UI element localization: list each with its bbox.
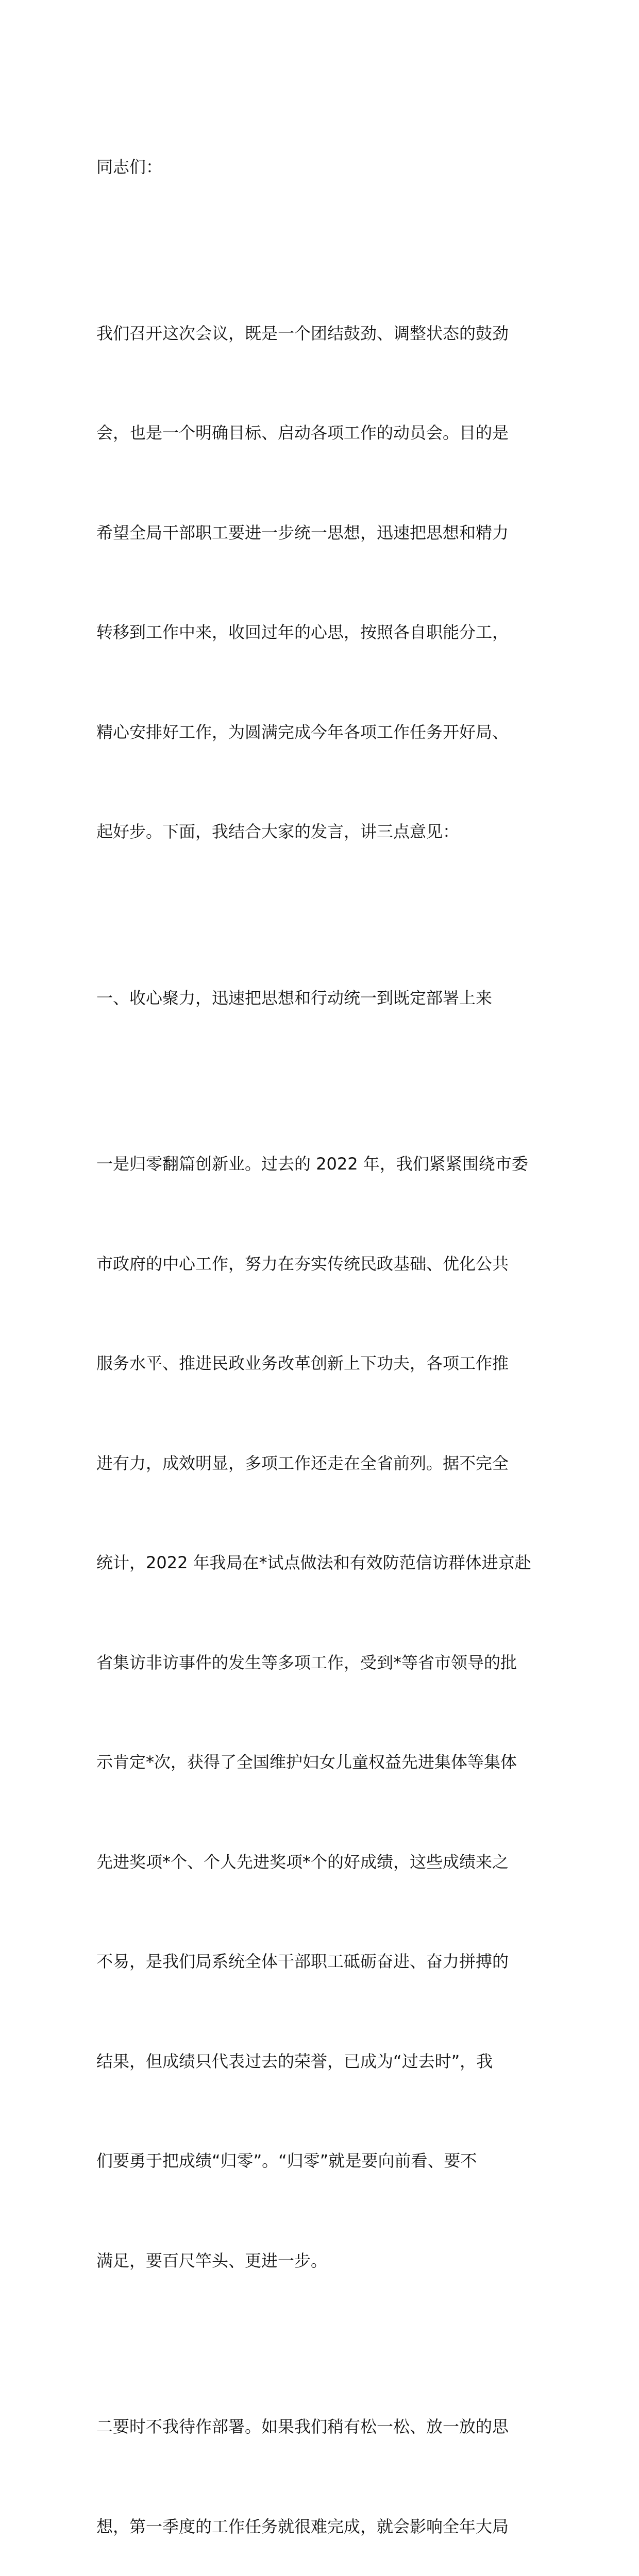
text-line: 满足，要百尺竿头、更进一步。 [96, 2250, 328, 2270]
section-heading [96, 915, 545, 1081]
text-line: 我们召开这次会议，既是一个团结鼓劲、调整状态的鼓劲 [96, 323, 509, 343]
text-line: 会，也是一个明确目标、启动各项工作的动员会。目的是 [96, 423, 509, 443]
text-line: 先进奖项*个、个人先进奖项*个的好成绩，这些成绩来之 [96, 1852, 509, 1872]
opening-paragraph [96, 250, 545, 915]
text-line: 希望全局干部职工要进一步统一思想，迅速把思想和精力 [96, 522, 509, 543]
text-line: 想，第一季度的工作任务就很难完成，就会影响全年大局 [96, 2516, 509, 2536]
point-two-paragraph [96, 2344, 545, 2576]
salutation [96, 84, 545, 250]
text-line: 一、收心聚力，迅速把思想和行动统一到既定部署上来 [96, 988, 493, 1008]
text-line: 转移到工作中来，收回过年的心思，按照各自职能分工， [96, 622, 509, 642]
text-line: 们要勇于把成绩“归零”。“归零”就是要向前看、要不 [96, 2151, 477, 2171]
text-line: 市政府的中心工作，努力在夯实传统民政基础、优化公共 [96, 1253, 509, 1274]
text-line: 精心安排好工作，为圆满完成今年各项工作任务开好局、 [96, 722, 509, 742]
text-line: 服务水平、推进民政业务改革创新上下功夫，各项工作推 [96, 1353, 509, 1373]
text-line: 起好步。下面，我结合大家的发言，讲三点意见： [96, 822, 460, 841]
text-line: 示肯定*次，获得了全国维护妇女儿童权益先进集体等集体 [96, 1752, 517, 1772]
text-line: 一是归零翻篇创新业。过去的 2022 年，我们紧紧围绕市委 [96, 1154, 528, 1174]
text-line: 省集访非访事件的发生等多项工作，受到*等省市领导的批 [96, 1652, 517, 1672]
text-line: 二要时不我待作部署。如果我们稍有松一松、放一放的思 [96, 2417, 509, 2436]
text-line: 不易，是我们局系统全体干部职工砥砺奋进、奋力拼搏的 [96, 1952, 509, 1971]
text-line: 统计，2022 年我局在*试点做法和有效防范信访群体进京赴 [96, 1553, 531, 1572]
text-line: 进有力，成效明显，多项工作还走在全省前列。据不完全 [96, 1453, 509, 1473]
point-one-paragraph [96, 1081, 545, 2344]
document-body [96, 84, 545, 2576]
text-line: 结果，但成绩只代表过去的荣誉，已成为“过去时”，我 [96, 2051, 493, 2071]
text-line: 同志们： [96, 157, 163, 177]
